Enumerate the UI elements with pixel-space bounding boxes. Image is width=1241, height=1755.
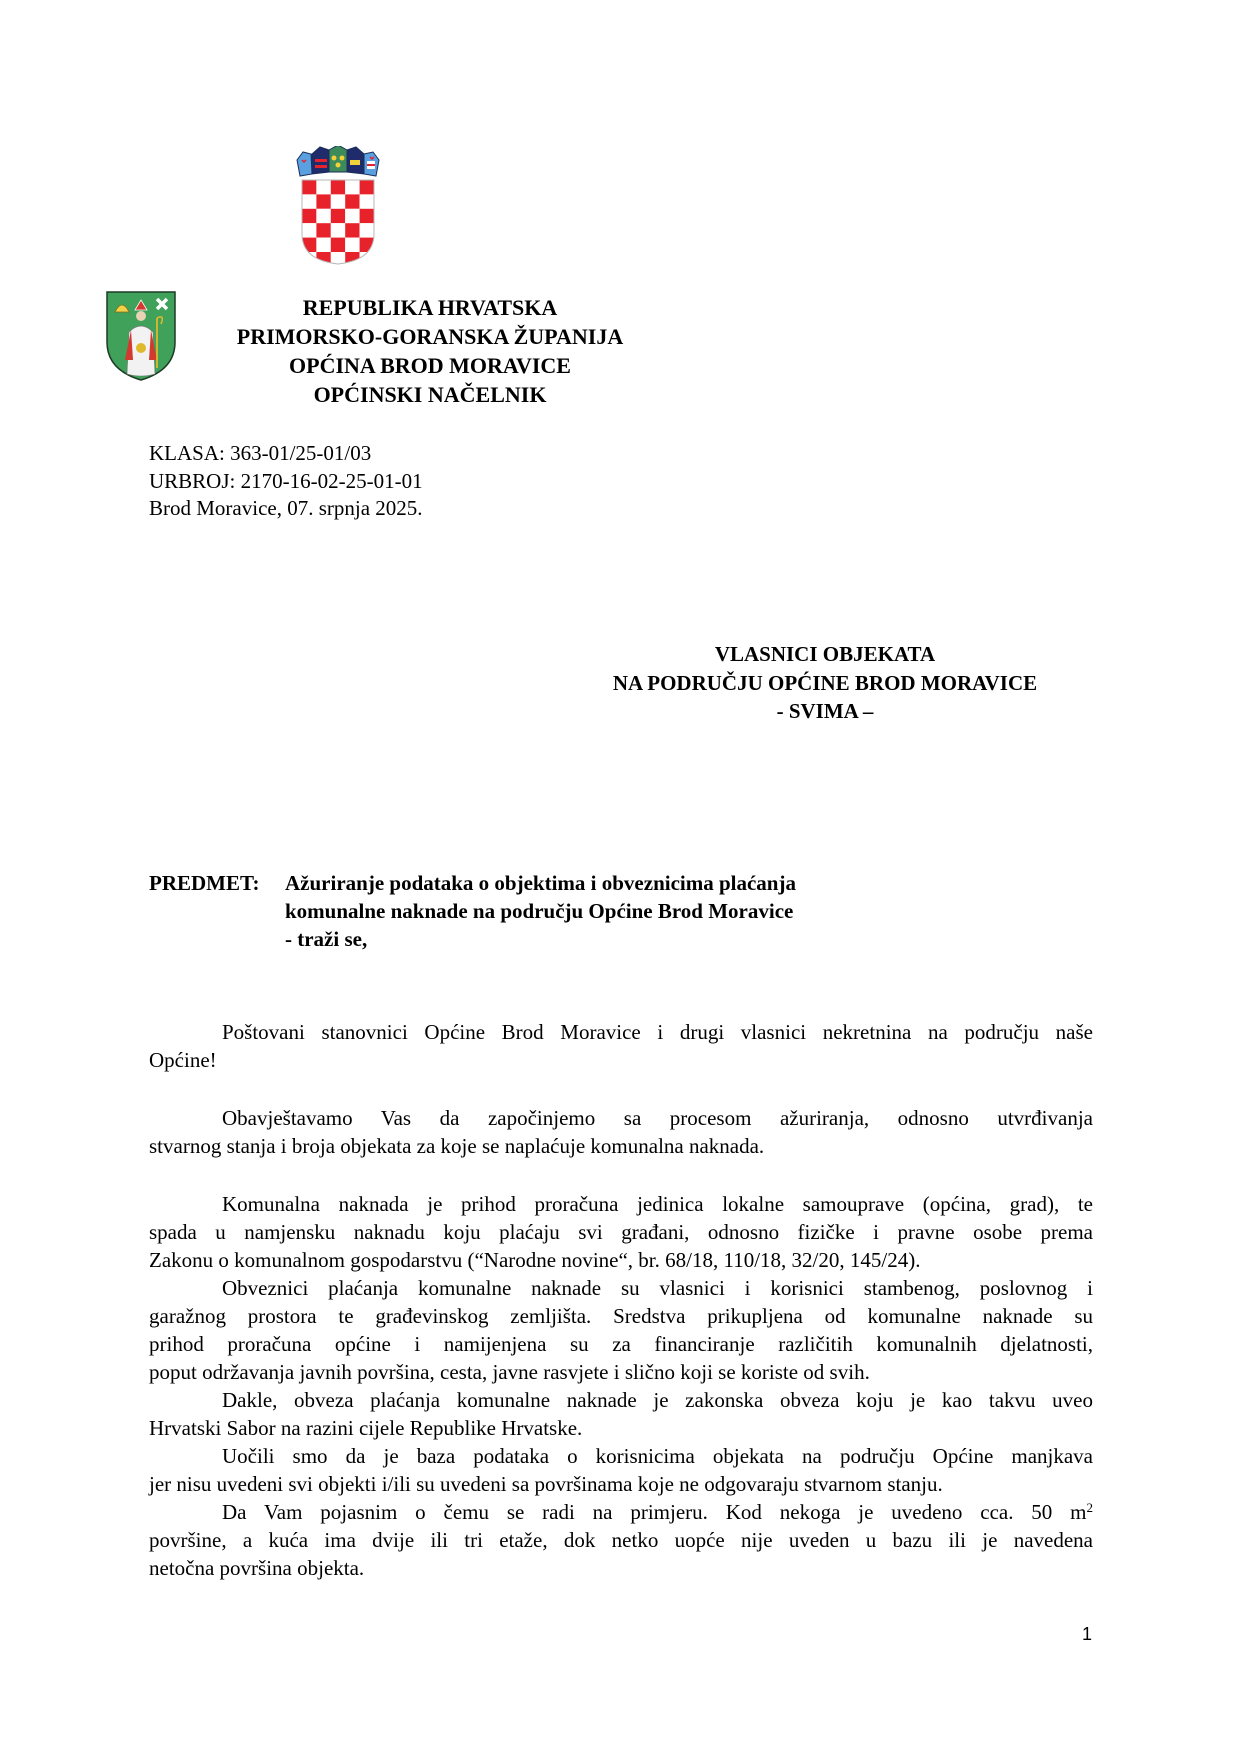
shield-check [331, 194, 345, 208]
paragraph-greeting [149, 1018, 1093, 1074]
paragraph-line: garažnog prostora te građevinskog zemljišta. Sredstva prikupljena od komunalne naknade su [149, 1304, 1093, 1328]
shield-check [302, 194, 316, 208]
paragraph-line: spada u namjensku naknadu koju plaćaju svi građani, odnosno fizičke i pravne osobe prema [149, 1220, 1093, 1244]
shield-check [302, 180, 316, 194]
recipient-line-3: - SVIMA – [776, 699, 874, 723]
shield-check [302, 209, 316, 223]
croatian-coat-of-arms-icon [293, 146, 383, 266]
paragraph-notice [149, 1104, 1093, 1160]
shield-check [316, 209, 330, 223]
paragraph-database-issue [149, 1442, 1093, 1498]
shield-check [360, 223, 374, 237]
klasa-number: KLASA: 363-01/25-01/03 [149, 441, 372, 465]
header-line-county: PRIMORSKO-GORANSKA ŽUPANIJA [236, 324, 624, 349]
paragraph-fee-definition [149, 1190, 1093, 1274]
paragraph-line: Dakle, obveza plaćanja komunalne naknade je zakonska obveza koju je kao takvu uveo [222, 1388, 1093, 1412]
shield-check [360, 180, 374, 194]
subject-label: PREDMET: [149, 871, 260, 895]
paragraph-line: Uočili smo da je baza podataka o korisnicima objekata na području Općine manjkava [222, 1444, 1093, 1468]
recipient-line-1: VLASNICI OBJEKATA [714, 642, 936, 666]
paragraph-line: prihod proračuna općine i namijenjena su za financiranje različitih komunalnih djelatnosti, [149, 1332, 1093, 1356]
subject-line-3: - traži se, [285, 927, 368, 951]
paragraph-line: Hrvatski Sabor na razini cijele Republike Hrvatske. [149, 1416, 583, 1440]
shield-check [331, 238, 345, 252]
recipient-line-2: NA PODRUČJU OPĆINE BROD MORAVICE [612, 670, 1038, 695]
shield-check [331, 209, 345, 223]
paragraph-line: stvarnog stanja i broja objekata za koje se naplaćuje komunalna naknada. [149, 1134, 765, 1158]
shield-check [316, 194, 330, 208]
shield-check [302, 252, 316, 266]
header-line-municipality: OPĆINA BROD MORAVICE [289, 353, 571, 378]
shield-check [316, 223, 330, 237]
croatian-coat-of-arms [293, 146, 383, 266]
example-line-text: Da Vam pojasnim o čemu se radi na primjeru. Kod nekoga je uvedeno cca. 50 m [222, 1500, 1087, 1524]
shield-check [345, 209, 359, 223]
shield-check [331, 223, 345, 237]
shield-check [345, 194, 359, 208]
paragraph-line: Obavještavamo Vas da započinjemo sa procesom ažuriranja, odnosno utvrđivanja [222, 1106, 1093, 1130]
shield-check [316, 238, 330, 252]
shield-check [331, 180, 345, 194]
paragraph-line [149, 1498, 1093, 1526]
paragraph-line: Obveznici plaćanja komunalne naknade su vlasnici i korisnici stambenog, poslovnog i [222, 1276, 1093, 1300]
recipient-block [560, 640, 1090, 726]
page-number: 1 [1082, 1624, 1093, 1644]
shield-check [360, 209, 374, 223]
shield-check [345, 238, 359, 252]
superscript-two: 2 [1086, 1500, 1093, 1515]
subject-line-1: Ažuriranje podataka o objektima i obveznicima plaćanja [285, 871, 796, 895]
paragraph-legal-obligation [149, 1386, 1093, 1442]
subject-text [285, 869, 796, 953]
shield-check [316, 180, 330, 194]
paragraph-line: Općine! [149, 1048, 217, 1072]
shield-check [345, 180, 359, 194]
paragraph-obligees [149, 1274, 1093, 1386]
shield-check [345, 223, 359, 237]
document-meta [149, 440, 423, 523]
shield-check [360, 252, 374, 266]
paragraph-line: jer nisu uvedeni svi objekti i/ili su uvedeni sa površinama koje ne odgovaraju stvarnom stanju. [149, 1472, 943, 1496]
paragraph-line: netočna površina objekta. [149, 1556, 365, 1580]
header-line-office: OPĆINSKI NAČELNIK [313, 382, 547, 407]
header-line-state: REPUBLIKA HRVATSKA [302, 295, 558, 320]
place-and-date: Brod Moravice, 07. srpnja 2025. [149, 496, 423, 520]
subject-line-2: komunalne naknade na području Općine Brod Moravice [285, 899, 794, 923]
shield-check [360, 194, 374, 208]
paragraph-line: poput održavanja javnih površina, cesta, javne rasvjete i slično koji se koriste od svih. [149, 1360, 870, 1384]
paragraph-line: Poštovani stanovnici Općine Brod Moravice i drugi vlasnici nekretnina na području naše [222, 1020, 1093, 1044]
paragraph-line: Zakonu o komunalnom gospodarstvu (“Narodne novine“, br. 68/18, 110/18, 32/20, 145/24). [149, 1248, 921, 1272]
paragraph-line: Komunalna naknada je prihod proračuna jedinica lokalne samouprave (općina, grad), te [222, 1192, 1093, 1216]
paragraph-example [149, 1498, 1093, 1582]
shield-check [302, 223, 316, 237]
paragraph-line: površine, a kuća ima dvije ili tri etaže, dok netko uopće nije uveden u bazu ili je navedena [149, 1528, 1093, 1552]
urbroj-number: URBROJ: 2170-16-02-25-01-01 [149, 468, 423, 493]
